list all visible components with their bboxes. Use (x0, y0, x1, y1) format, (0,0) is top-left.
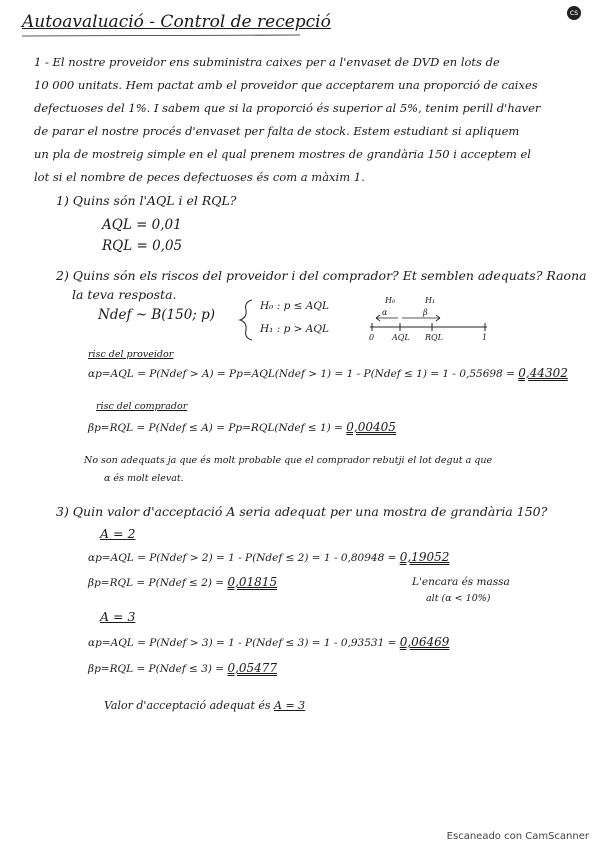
axis-label-rql: RQL (425, 333, 443, 342)
hypothesis-h0: H₀ : p ≤ AQL (260, 300, 329, 312)
a2-alpha-result: 0,19052 (399, 550, 450, 564)
a3-beta-result: 0,05477 (227, 661, 278, 675)
intro-line: lot si el nombre de peces defectuoses és com a màxim 1. (34, 170, 365, 184)
a3-beta-equation-text: βp=RQL = P(Ndef ≤ 3) = (88, 663, 228, 675)
hypothesis-brace (240, 300, 252, 340)
scanner-watermark: Escaneado con CamScanner (446, 831, 589, 842)
producer-risk-label: risc del proveidor (88, 349, 174, 360)
axis-label-h1: H₁ (425, 296, 436, 305)
aql-value: AQL = 0,01 (102, 217, 182, 233)
intro-line: un pla de mostreig simple en el qual prenem mostres de grandària 150 i acceptem el (34, 147, 531, 161)
axis-label-h0: H₀ (385, 296, 396, 305)
h0-arrow (376, 315, 398, 321)
consumer-risk-label: risc del comprador (96, 401, 188, 412)
axis-label-one: 1 (482, 333, 488, 342)
title-underline (22, 35, 300, 36)
a2-beta-equation-text: βp=RQL = P(Ndef ≤ 2) = (88, 577, 228, 589)
a2-note: alt (α < 10%) (426, 593, 491, 604)
conclusion-text: Valor d'acceptació adequat és (104, 699, 275, 712)
question-2-text: la teva resposta. (72, 287, 177, 302)
a2-beta-result: 0,01815 (227, 575, 278, 589)
hypothesis-h1: H₁ : p > AQL (260, 323, 329, 335)
intro-line: defectuoses del 1%. I sabem que si la proporció és superior al 5%, tenim perill d'haver (34, 101, 541, 115)
page-title: Autoavaluació - Control de recepció (22, 12, 331, 32)
axis-label-beta: β (423, 308, 428, 317)
camscanner-logo-icon: cs (567, 6, 581, 20)
rql-value: RQL = 0,05 (102, 238, 183, 254)
beta-equation-text: βp=RQL = P(Ndef ≤ A) = Pp=RQL(Ndef ≤ 1) = (88, 422, 347, 434)
conclusion-value: A = 3 (274, 699, 306, 712)
alpha-equation-text: αp=AQL = P(Ndef > A) = Pp=AQL(Ndef > 1) = 1 - P(Ndef ≤ 1) = 1 - 0,55698 = (88, 368, 519, 380)
h1-arrow (402, 315, 440, 321)
alpha-result: 0,44302 (518, 366, 568, 380)
axis-label-zero: 0 (369, 333, 375, 342)
a2-alpha-equation-text: αp=AQL = P(Ndef > 2) = 1 - P(Ndef ≤ 2) = 1 - 0,80948 = (88, 552, 400, 564)
a3-alpha-equation-text: αp=AQL = P(Ndef > 3) = 1 - P(Ndef ≤ 3) = 1 - 0,93531 = (88, 637, 400, 649)
intro-line: de parar el nostre procés d'envaset per falta de stock. Estem estudiant si apliquem (34, 124, 520, 138)
a3-label: A = 3 (100, 609, 136, 624)
comment-line: No son adequats ja que és molt probable que el comprador rebutji el lot degut a que (84, 455, 493, 466)
comment-line: α és molt elevat. (104, 473, 184, 484)
intro-line: 1 - El nostre proveidor ens subministra caixes per a l'envaset de DVD en lots de (34, 55, 500, 69)
question-1-text: 1) Quins són l'AQL i el RQL? (56, 193, 237, 208)
beta-result: 0,00405 (346, 420, 396, 434)
a2-note: L'encara és massa (412, 576, 510, 588)
intro-line: 10 000 unitats. Hem pactat amb el proveidor que acceptarem una proporció de caixes (34, 78, 538, 92)
axis-label-alpha: α (382, 308, 388, 317)
question-2-text: 2) Quins són els riscos del proveidor i del comprador? Et semblen adequats? Raona (56, 268, 587, 283)
distribution-formula: Ndef ~ B(150; p) (98, 307, 216, 323)
a2-label: A = 2 (100, 526, 136, 541)
axis-label-aql: AQL (392, 333, 410, 342)
a3-alpha-result: 0,06469 (399, 635, 450, 649)
question-3-text: 3) Quin valor d'acceptació A seria adequat per una mostra de grandària 150? (56, 504, 548, 519)
